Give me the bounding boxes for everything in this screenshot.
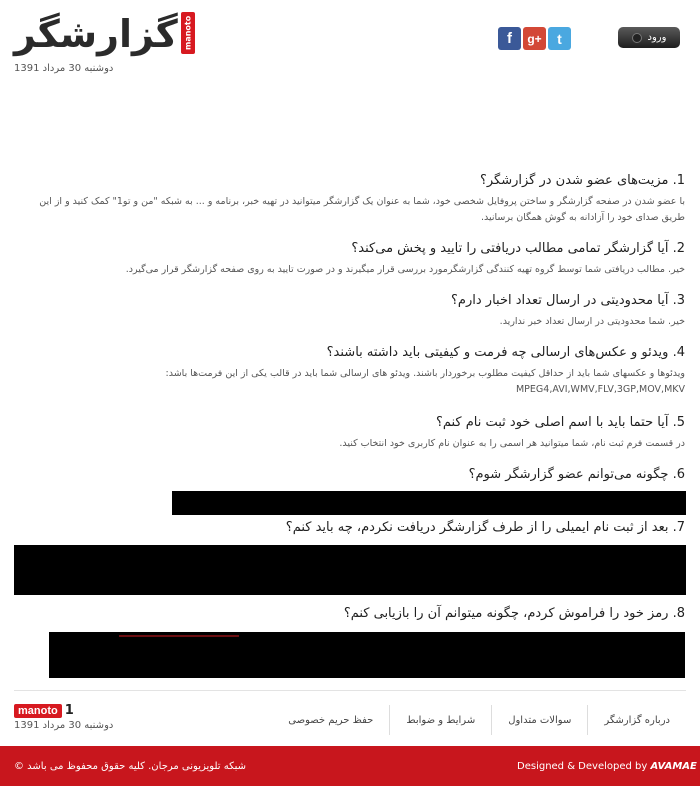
faq-item-5 [13, 414, 685, 452]
site-logo[interactable] [14, 12, 195, 54]
faq-item-3 [13, 292, 685, 330]
faq-answer-redacted [49, 632, 685, 678]
google-plus-icon[interactable]: g+ [523, 27, 546, 50]
faq-answer: ویدئوها و عکسهای شما باید از حداقل کیفیت مطلوب برخوردار باشند. ویدئو های ارسالی شما باید در قالب یکی از این فرمت‌ها باشد: [165, 368, 685, 379]
footer-link-terms[interactable]: شرایط و ضوابط [389, 705, 491, 735]
footer-date: دوشنبه 30 مرداد 1391 [14, 720, 114, 731]
faq-question[interactable]: 3. آیا محدودیتی در ارسال تعداد اخبار دارم؟ [451, 293, 685, 308]
copyright-text: شبکه تلویزیونی مرجان. کلیه حقوق محفوظ می باشد © [14, 761, 247, 772]
logo-text: گزارشگر [14, 12, 178, 56]
footer-link-about[interactable]: درباره گزارشگر [587, 705, 686, 735]
footer-logo-badge: manoto [14, 704, 62, 718]
faq-question[interactable]: 4. ویدئو و عکس‌های ارسالی چه فرمت و کیفیتی باید داشته باشند؟ [326, 345, 685, 360]
credit-brand: AVAMAE [650, 761, 697, 772]
footer-link-faq[interactable]: سوالات متداول [491, 705, 587, 735]
faq-question[interactable]: 5. آیا حتما باید با اسم اصلی خود ثبت نام کنم؟ [435, 415, 685, 430]
header [0, 0, 700, 90]
faq-answer: با عضو شدن در صفحه گزارشگر و ساختن پروفایل شخصی خود، شما به عنوان یک گزارشگر میتوانید در تهیه خبر، برنامه و ... به شبکه "من و تو1" کمک کنید و از این طریق صدای خود را آزادانه به گوش همگان برسانید. [39, 196, 685, 223]
faq-answer-redacted [172, 491, 686, 515]
faq-answer-redacted [14, 545, 686, 595]
faq-question[interactable]: 8. رمز خود را فراموش کردم، چگونه میتوانم آن را بازیابی کنم؟ [343, 606, 685, 621]
faq-answer: در قسمت فرم ثبت نام، شما میتوانید هر اسمی را به عنوان نام کاربری خود انتخاب کنید. [339, 438, 685, 449]
credit-prefix: Designed & Developed by [517, 761, 648, 772]
footer-divider [14, 690, 686, 691]
footer-logo-one: 1 [64, 703, 74, 718]
faq-answer-formats: MPEG4,AVI,WMV,FLV,3GP,MOV,MKV [515, 384, 685, 395]
developer-credit[interactable] [517, 761, 697, 772]
footer-nav [272, 705, 686, 735]
faq-question[interactable]: 2. آیا گزارشگر تمامی مطالب دریافتی را تایید و پخش می‌کند؟ [351, 241, 685, 256]
faq-item-7 [13, 519, 685, 537]
faq-question[interactable]: 6. چگونه می‌توانم عضو گزارشگر شوم؟ [468, 467, 685, 482]
social-links [498, 27, 571, 50]
login-button[interactable] [618, 27, 680, 48]
faq-item-8 [13, 605, 685, 623]
faq-item-2 [13, 240, 685, 278]
faq-item-4 [13, 344, 685, 398]
footer-bar [0, 746, 700, 786]
faq-item-1 [13, 172, 685, 226]
faq-question[interactable]: 1. مزیت‌های عضو شدن در گزارشگر؟ [479, 173, 685, 188]
footer-logo[interactable] [14, 703, 74, 718]
facebook-icon[interactable]: f [498, 27, 521, 50]
logo-badge: manoto [181, 12, 195, 54]
faq-item-6 [13, 466, 685, 484]
faq-answer: خیر. شما محدودیتی در ارسال تعداد خبر ندارید. [499, 316, 685, 327]
login-label: ورود [647, 32, 667, 43]
login-icon [632, 33, 642, 43]
faq-answer: خیر. مطالب دریافتی شما توسط گروه تهیه کنندگی گزارشگرمورد بررسی قرار میگیرند و در صورت تایید به روی صفحه گزارشگر قرار می‌گیرد. [125, 264, 685, 275]
faq-question[interactable]: 7. بعد از ثبت نام ایمیلی را از طرف گزارشگر دریافت نکردم، چه باید کنم؟ [285, 520, 685, 535]
twitter-icon[interactable]: t [548, 27, 571, 50]
footer-link-privacy[interactable]: حفظ حریم خصوصی [288, 714, 374, 726]
header-date: دوشنبه 30 مرداد 1391 [14, 63, 114, 74]
